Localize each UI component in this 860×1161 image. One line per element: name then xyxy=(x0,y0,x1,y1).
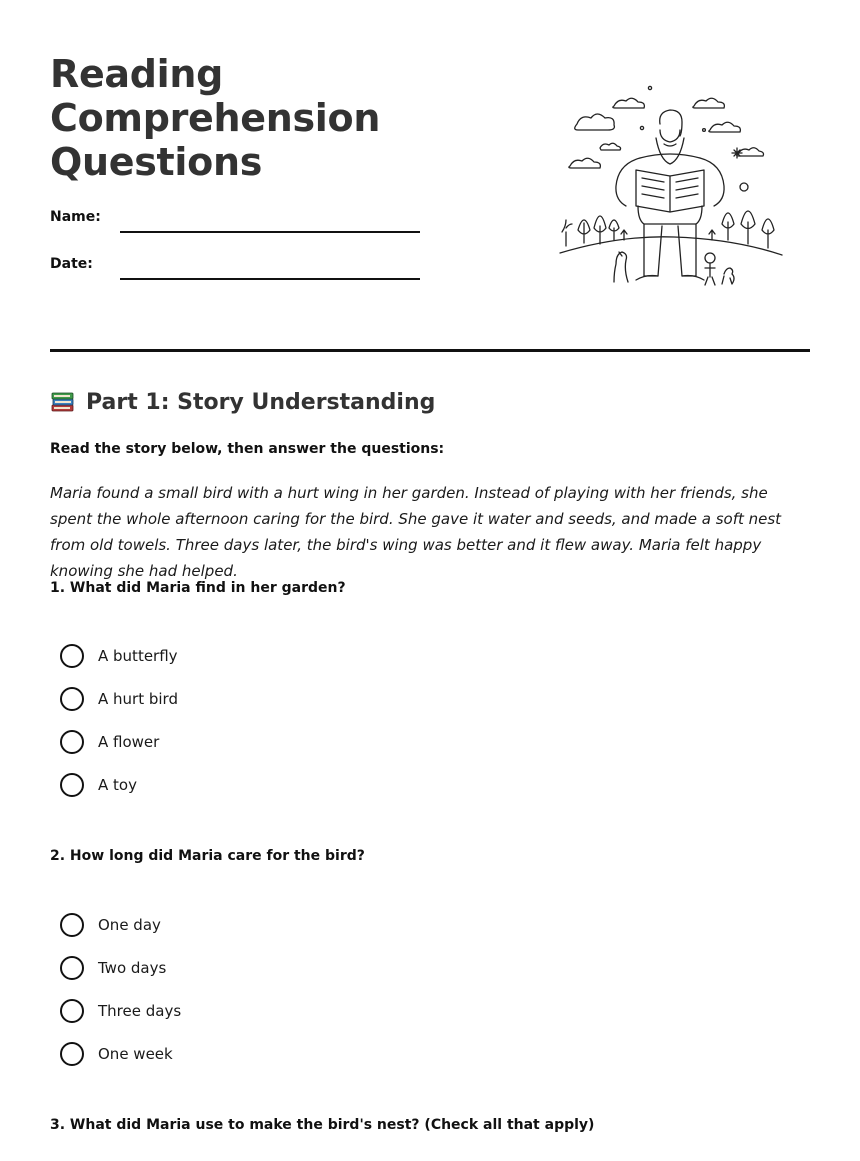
story-paragraph: Maria found a small bird with a hurt wing in her garden. Instead of playing with her friends, she spent the whole afternoon caring for the bird. She gave it water and seeds, and made a soft nest from old towels. Three days later, the bird's wing was better and it flew away. Maria felt happy knowing she had helped. xyxy=(50,484,782,580)
name-label: Name: xyxy=(50,209,101,225)
section-heading xyxy=(50,389,435,415)
books-icon xyxy=(50,389,76,415)
option-two-days[interactable] xyxy=(60,946,460,989)
question-3: 3. What did Maria use to make the bird's nest? (Check all that apply) xyxy=(50,1117,595,1133)
question-1: 1. What did Maria find in her garden? xyxy=(50,580,346,596)
option-label: A butterfly xyxy=(98,646,178,665)
option-one-day[interactable] xyxy=(60,903,460,946)
instructions-text: Read the story below, then answer the questions: xyxy=(50,441,445,457)
name-field-row xyxy=(50,209,430,239)
question-2: 2. How long did Maria care for the bird? xyxy=(50,848,365,864)
option-a-toy[interactable] xyxy=(60,763,460,806)
section-divider xyxy=(50,349,810,352)
option-label: One week xyxy=(98,1044,173,1063)
date-field-row xyxy=(50,256,430,286)
title-line-3: Questions xyxy=(50,140,263,184)
option-a-butterfly[interactable] xyxy=(60,634,460,677)
radio-button[interactable] xyxy=(60,999,84,1023)
option-three-days[interactable] xyxy=(60,989,460,1032)
option-a-hurt-bird[interactable] xyxy=(60,677,460,720)
section-heading-text: Part 1: Story Understanding xyxy=(86,389,436,415)
radio-button[interactable] xyxy=(60,687,84,711)
man-reading-book-illustration-icon xyxy=(552,78,788,298)
option-label: One day xyxy=(98,915,161,934)
radio-button[interactable] xyxy=(60,1042,84,1066)
radio-button[interactable] xyxy=(60,773,84,797)
option-label: A flower xyxy=(98,732,160,751)
title-line-1: Reading xyxy=(50,52,224,96)
date-label: Date: xyxy=(50,256,93,272)
option-label: A hurt bird xyxy=(98,689,178,708)
title-line-2: Comprehension xyxy=(50,96,381,140)
radio-button[interactable] xyxy=(60,644,84,668)
option-one-week[interactable] xyxy=(60,1032,460,1075)
option-label: Two days xyxy=(98,958,167,977)
question-2-options xyxy=(60,903,460,1075)
option-label: Three days xyxy=(98,1001,182,1020)
radio-button[interactable] xyxy=(60,956,84,980)
worksheet-title xyxy=(50,52,470,184)
name-write-line[interactable] xyxy=(120,231,420,233)
date-write-line[interactable] xyxy=(120,278,420,280)
question-1-options xyxy=(60,634,460,806)
option-label: A toy xyxy=(98,775,137,794)
option-a-flower[interactable] xyxy=(60,720,460,763)
radio-button[interactable] xyxy=(60,730,84,754)
radio-button[interactable] xyxy=(60,913,84,937)
